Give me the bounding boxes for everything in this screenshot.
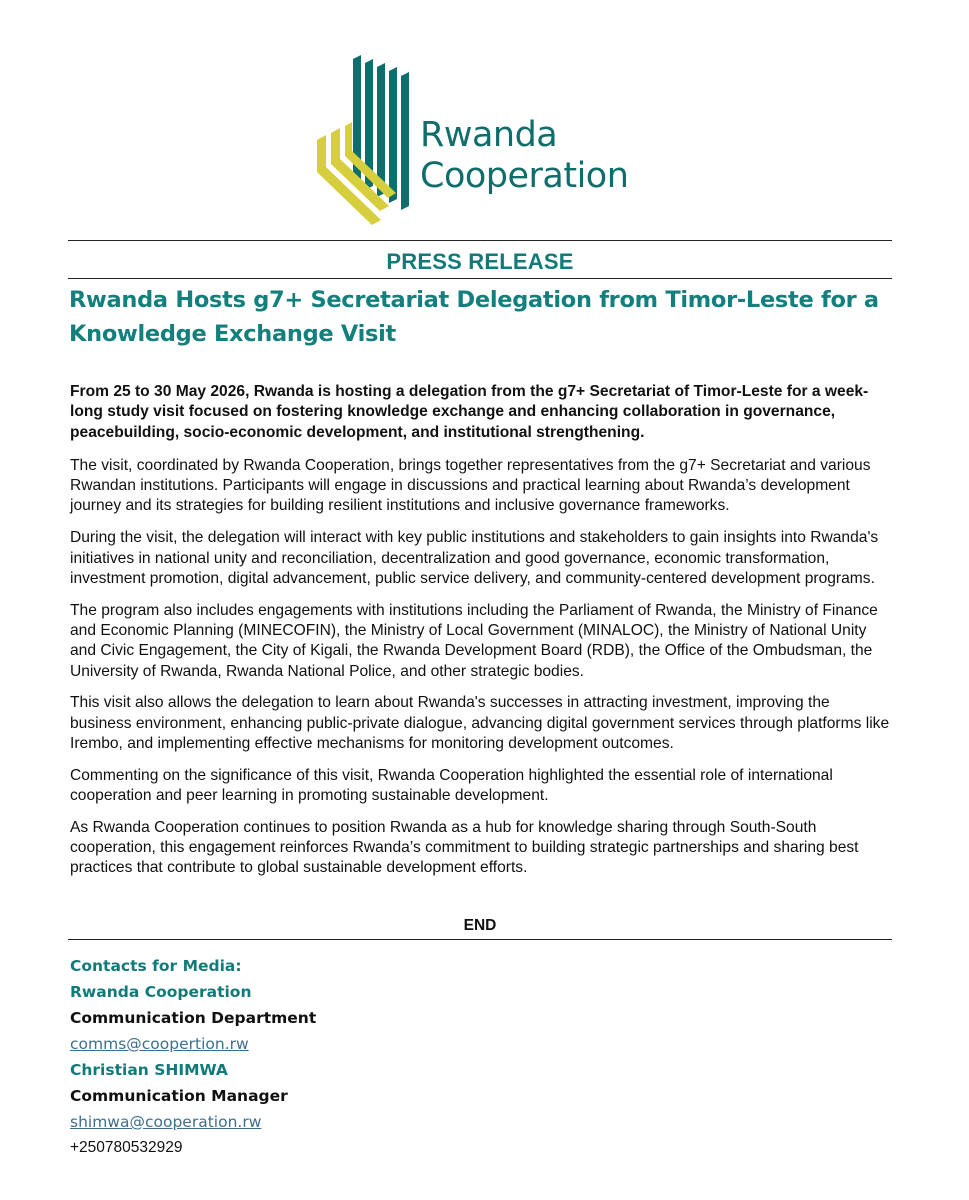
logo-mark-icon [312,55,422,225]
body-paragraph: This visit also allows the delegation to learn about Rwanda's successes in attracting investment, improving the business environment, enhancing public-private dialogue, advancing digital government services through platforms like Irembo, and implementing effective mechanisms for monitoring development outcomes. [70,694,890,752]
body-paragraph: The visit, coordinated by Rwanda Cooperation, brings together representatives from the g7+ Secretariat and various Rwandan institutions. Participants will engage in discussions and practical learning about Rwanda’s development journey and its strategies for building resilient institutions and inclusive governance frameworks. [70,456,871,515]
article-body [70,382,892,890]
department-email-link[interactable]: comms@coopertion.rw [70,1035,249,1053]
body-paragraph: Commenting on the significance of this visit, Rwanda Cooperation highlighted the essential role of international cooperation and peer learning in promoting sustainable development. [70,766,833,805]
person-email-link[interactable]: shimwa@cooperation.rw [70,1113,262,1131]
logo-wordmark-line1: Rwanda [420,115,558,155]
contact-person-title: Communication Manager [70,1087,288,1105]
title-divider [68,278,892,279]
press-release-label: PRESS RELEASE [386,249,574,274]
body-paragraph: During the visit, the delegation will interact with key public institutions and stakeholders to gain insights into Rwanda's initiatives in national unity and reconciliation, decentralization and good governance, economic transformation, investment promotion, digital advancement, public service delivery, and community-centered development programs. [70,529,879,587]
rwanda-cooperation-logo [312,55,652,225]
contact-organization: Rwanda Cooperation [70,983,252,1001]
top-divider [68,240,892,241]
contact-person-name: Christian SHIMWA [70,1061,228,1079]
contact-department: Communication Department [70,1009,317,1027]
media-contacts [70,955,316,1163]
contacts-heading: Contacts for Media: [70,957,242,975]
logo-wordmark-line2: Cooperation [420,156,629,196]
body-paragraph: As Rwanda Cooperation continues to position Rwanda as a hub for knowledge sharing through South-South cooperation, this engagement reinforces Rwanda’s commitment to building strategic partnerships and sharing best practices that contribute to global sustainable development efforts. [70,818,859,877]
body-paragraph: The program also includes engagements with institutions including the Parliament of Rwanda, the Ministry of Finance and Economic Planning (MINECOFIN), the Ministry of Local Government (MINALOC), the Ministry of National Unity and Civic Engagement, the City of Kigali, the Rwanda Development Board (RDB), the Office of the Ombudsman, the University of Rwanda, Rwanda National Police, and other strategic bodies. [70,601,878,680]
logo-wordmark [420,115,628,197]
contact-phone: +250780532929 [70,1139,183,1156]
headline: Rwanda Hosts g7+ Secretariat Delegation from Timor-Leste for a Knowledge Exchange Visit [69,287,879,347]
lead-paragraph: From 25 to 30 May 2026, Rwanda is hosting a delegation from the g7+ Secretariat of Timor-Leste for a week-long study visit focused on fostering knowledge exchange and enhancing collaboration in governance, peacebuilding, socio-economic development, and institutional strengthening. [70,383,869,441]
end-marker: END [463,917,497,934]
end-divider [68,939,892,940]
